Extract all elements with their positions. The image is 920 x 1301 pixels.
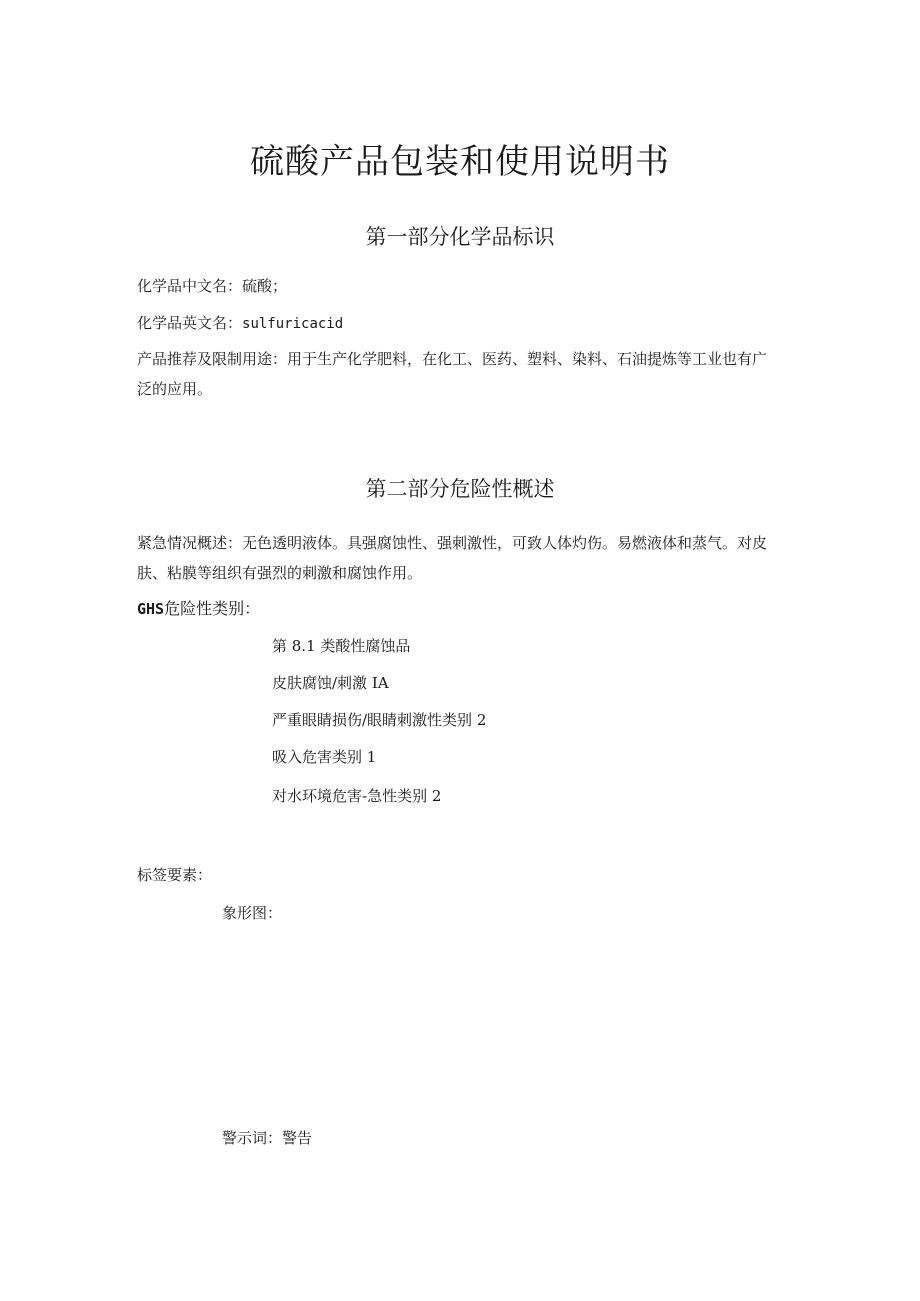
signal-word-line bbox=[222, 1127, 312, 1149]
signal-word-value: 警告 bbox=[282, 1129, 313, 1147]
ghs-line bbox=[137, 598, 260, 620]
signal-word-label: 警示词： bbox=[222, 1129, 283, 1147]
category-item: 第 8.1 类酸性腐蚀品 bbox=[272, 637, 411, 655]
category-item: 对水环境危害-急性类别 2 bbox=[272, 787, 442, 805]
ghs-label: 危险性类别： bbox=[164, 599, 261, 618]
category-item: 皮肤腐蚀/刺激 IA bbox=[272, 674, 389, 692]
document-title: 硫酸产品包装和使用说明书 bbox=[250, 142, 670, 182]
en-name-line bbox=[137, 312, 343, 335]
part2-heading: 第二部分危险性概述 bbox=[365, 477, 555, 501]
part1-heading: 第一部分化学品标识 bbox=[365, 225, 555, 249]
category-item: 严重眼睛损伤/眼睛刺激性类别 2 bbox=[272, 711, 487, 729]
cn-name-label: 化学品中文名： bbox=[137, 277, 243, 295]
en-name-value: sulfuricacid bbox=[242, 316, 344, 332]
category-item: 吸入危害类别 1 bbox=[272, 748, 377, 766]
emergency-paragraph: 紧急情况概述：无色透明液体。具强腐蚀性、强刺激性，可致人体灼伤。易燃液体和蒸气。对皮肤、粘膜等组织有强烈的刺激和腐蚀作用。 bbox=[137, 534, 768, 582]
pictogram-label: 象形图： bbox=[222, 904, 283, 922]
cn-name-value: 硫酸； bbox=[242, 277, 288, 295]
label-elements: 标签要素： bbox=[137, 866, 213, 884]
usage-paragraph: 产品推荐及限制用途：用于生产化学肥料，在化工、医药、塑料、染料、石油提炼等工业也有广泛的应用。 bbox=[137, 350, 768, 398]
ghs-tag: GHS bbox=[137, 600, 165, 618]
cn-name-line bbox=[137, 275, 287, 297]
en-name-label: 化学品英文名： bbox=[137, 314, 243, 332]
